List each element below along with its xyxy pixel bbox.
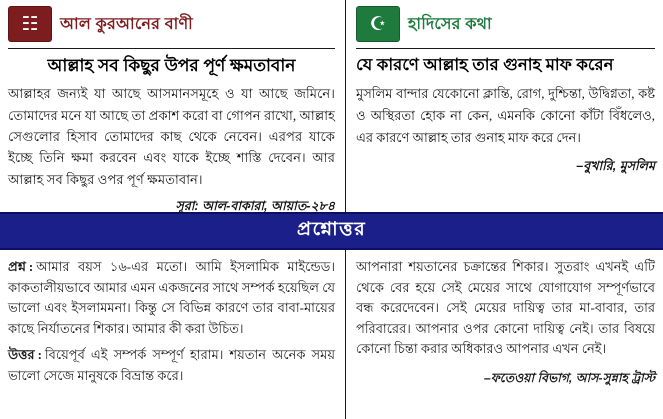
hadith-section-title: হাদিসের কথা: [408, 15, 492, 33]
hadith-section-header: [356, 6, 655, 46]
qa-right-column: [346, 250, 663, 419]
mosque-crescent-icon: [356, 6, 400, 42]
quran-section-title: আল কুরআনের বাণী: [60, 15, 193, 33]
qa-section: [0, 250, 663, 419]
question-label: প্রশ্ন: [8, 259, 26, 274]
qa-attribution: –ফতেওয়া বিভাগ, আস-সুন্নাহ ট্রাস্ট: [483, 370, 655, 385]
question-text: আমার বয়স ১৬-এর মতো। আমি ইসলামিক মাইন্ডেড। কাকতালীয়ভাবে আমার এমন একজনের সাথে সম্পর্ক হয়েছিল যে ভালো এবং ইসলামমনা। কিন্তু সে বিভিন্ন কারণে তার বাবা-মায়ের কাছে নির্যাতনের শিকার। আমার কী করা উচিত।: [8, 259, 335, 336]
qa-left-column: [0, 250, 346, 419]
quran-logo-glyph: ☷: [21, 13, 39, 35]
open-quran-book-icon: [8, 6, 52, 42]
hadith-reference: –বুখারি, মুসলিম: [576, 158, 655, 173]
quran-article-title: আল্লাহ সব কিছুর উপর পূর্ণ ক্ষমতাবান: [47, 56, 296, 75]
quran-divider: [8, 48, 335, 49]
question-block: [8, 257, 335, 339]
quran-article-body: আল্লাহর জন্যই যা আছে আসমানসমূহে ও যা আছে জমিনে। তোমাদের মনে যা আছে তা প্রকাশ করো বা গোপন রাখো, আল্লাহ সেগুলোর হিসাব তোমাদের কাছ থেকে নেবেন। এরপর যাকে ইচ্ছে তিনি ক্ষমা করবেন এবং যাকে ইচ্ছে শাস্তি দেবেন। আর আল্লাহ সব কিছুর ওপর পূর্ণ ক্ষমতাবান।: [8, 86, 335, 187]
answer-continued-block: আপনারা শয়তানের চক্রান্তের শিকার। সুতরাং এখনই এটি থেকে বের হয়ে সেই মেয়ের সাথে যোগাযোগ সম্পূর্ণভাবে বন্ধ করেদেবেন। সেই মেয়ের দায়িত্ব তার মা-বাবার, তার পরিবারের। আপনার ওপর কোনো দায়িত্ব নেই। তার বিষয়ে কোনো চিন্তা করার অধিকারও আপনার এখন নেই।: [356, 259, 655, 357]
hadith-logo-glyph: ☪: [369, 13, 387, 35]
quran-column: [0, 0, 346, 212]
quran-reference: সূরা: আল-বাকারা, আয়াত-২৮৪: [175, 199, 335, 214]
answer-separator: :: [37, 347, 42, 363]
quran-section-header: [8, 6, 335, 46]
hadith-article-body: মুসলিম বান্দার যেকোনো ক্লান্তি, রোগ, দুশ্চিন্তা, উদ্বিগ্নতা, কষ্ট ও অস্থিরতা হোক না কেন, এমনকি কোনো কাঁটা বিঁধলেও, এর কারণে আল্লাহ তার গুনাহ মাফ করে দেন।: [356, 85, 655, 146]
hadith-divider: [356, 48, 655, 49]
qa-banner-title: প্রশ্নোত্তর: [296, 219, 367, 240]
hadith-column: [346, 0, 663, 212]
answer-text: বিয়েপূর্ব এই সম্পর্ক সম্পূর্ণ হারাম। শয়তান অনেক সময় ভালো সেজে মানুষকে বিভ্রান্ত করে।: [8, 347, 335, 383]
hadith-article-title: যে কারণে আল্লাহ তার গুনাহ মাফ করেন: [356, 56, 614, 74]
answer-label: উত্তর: [8, 347, 35, 363]
answer-block: [8, 345, 335, 386]
question-separator: :: [28, 259, 34, 274]
